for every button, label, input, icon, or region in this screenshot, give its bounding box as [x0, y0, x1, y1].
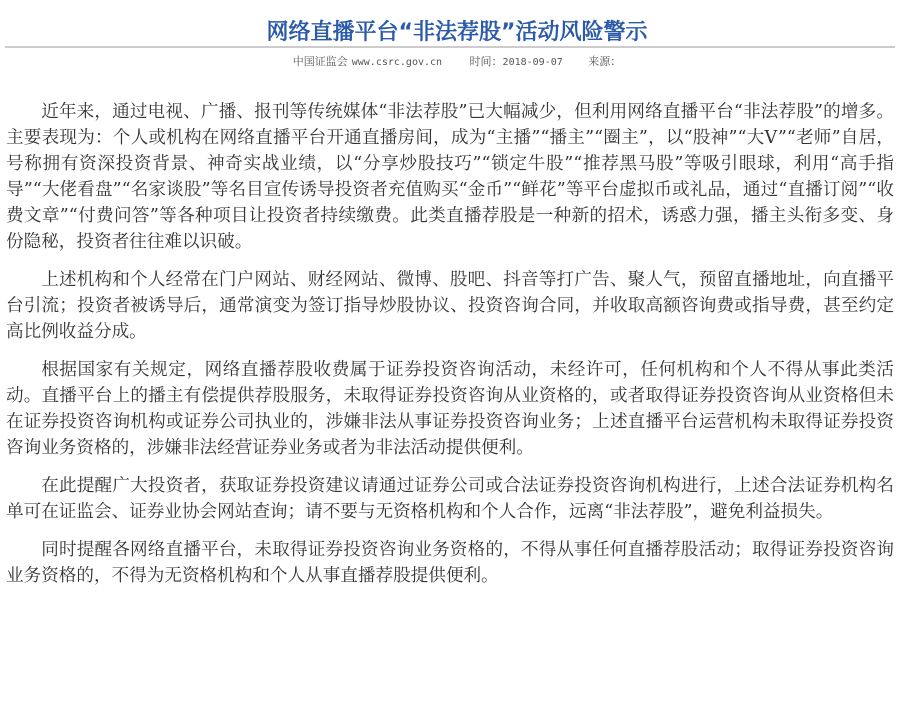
paragraph-1: 近年来，通过电视、广播、报刊等传统媒体“非法荐股”已大幅减少，但利用网络直播平台“非法荐股”的增多。主要表现为：个人或机构在网络直播平台开通直播房间，成为“主播”“播主”“圈主”，以“股神”“大V”“老师”自居，号称拥有资深投资背景、神奇实战业绩，以“分享炒股技巧”“锁定牛股”“推荐黑马股”等吸引眼球，利用“高手指导”“大佬看盘”“名家谈股”等名目宣传诱导投资者充值购买“金币”“鲜花”等平台虚拟币或礼品，通过“直播订阅”“收费文章”“付费问答”等各种项目让投资者持续缴费。此类直播荐股是一种新的招术，诱惑力强，播主头衔多变、身份隐秘，投资者往往难以识破。 [6, 102, 894, 252]
meta-time-value: 2018-09-07 [502, 57, 563, 68]
meta-url: www.csrc.gov.cn [351, 57, 443, 68]
meta-origin-label: 来源： [588, 55, 622, 68]
article-body [6, 99, 894, 601]
paragraph-4: 在此提醒广大投资者，获取证券投资建议请通过证券公司或合法证券投资咨询机构进行，上述合法证券机构名单可在证监会、证券业协会网站查询；请不要与无资格机构和个人合作，远离“非法荐股”，避免利益损失。 [6, 476, 894, 522]
paragraph-2: 上述机构和个人经常在门户网站、财经网站、微博、股吧、抖音等打广告、聚人气，预留直播地址，向直播平台引流；投资者被诱导后，通常演变为签订指导炒股协议、投资咨询合同，并收取高额咨询费或指导费，甚至约定高比例收益分成。 [6, 270, 894, 342]
meta-source-site: 中国证监会 [292, 55, 348, 68]
paragraph-5: 同时提醒各网络直播平台，未取得证券投资咨询业务资格的，不得从事任何直播荐股活动；取得证券投资咨询业务资格的，不得为无资格机构和个人从事直播荐股提供便利。 [6, 540, 894, 586]
title-divider [5, 46, 895, 48]
article-title: 网络直播平台“非法荐股”活动风险警示 [266, 19, 648, 45]
paragraph-3: 根据国家有关规定，网络直播荐股收费属于证券投资咨询活动，未经许可，任何机构和个人不得从事此类活动。直播平台上的播主有偿提供荐股服务，未取得证券投资咨询从业资格的，或者取得证券投资咨询从业资格但未在证券投资咨询机构或证券公司执业的，涉嫌非法从事证券投资咨询业务；上述直播平台运营机构未取得证券投资咨询业务资格的，涉嫌非法经营证券业务或者为非法活动提供便利。 [6, 360, 894, 458]
article-meta [0, 54, 914, 71]
meta-time [470, 54, 563, 71]
meta-time-label: 时间： [469, 55, 503, 68]
